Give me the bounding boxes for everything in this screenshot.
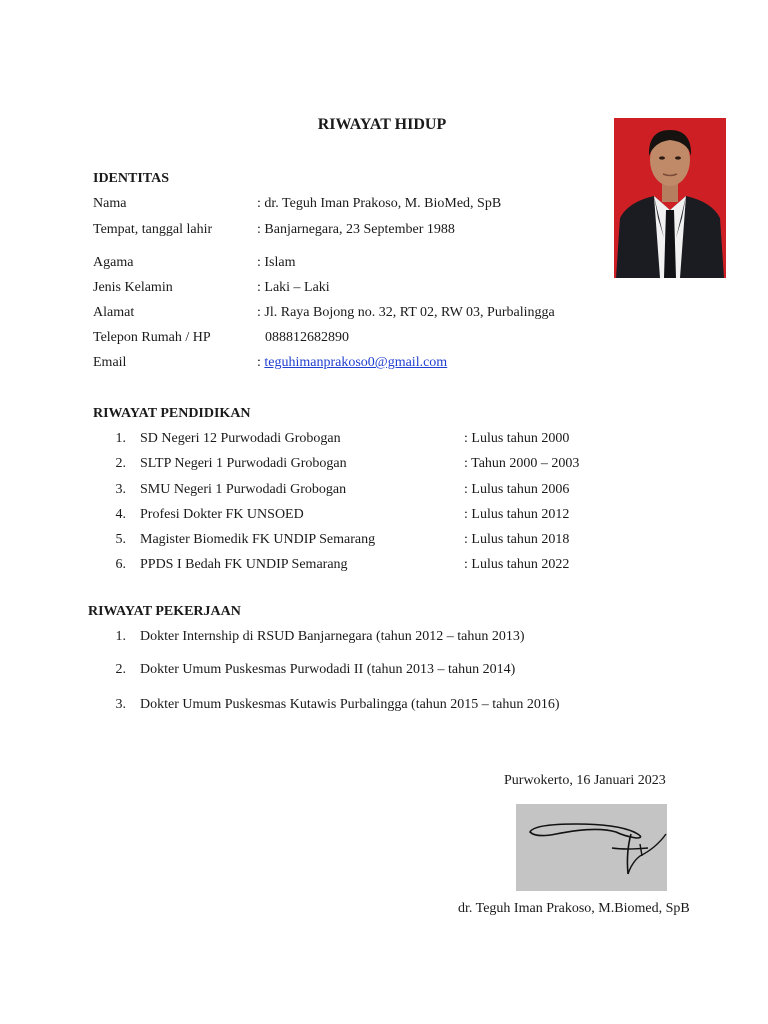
pekerjaan-heading: RIWAYAT PEKERJAAN	[88, 604, 241, 619]
identitas-label: Telepon Rumah / HP	[93, 330, 211, 345]
identitas-label: Tempat, tanggal lahir	[93, 222, 213, 237]
email-prefix: :	[257, 355, 265, 370]
identitas-label: Nama	[93, 196, 127, 211]
list-number: 3.	[115, 697, 126, 712]
list-number: 2.	[115, 456, 126, 471]
education-year: : Lulus tahun 2018	[464, 532, 570, 547]
education-name: Magister Biomedik FK UNDIP Semarang	[140, 532, 376, 547]
education-year: : Lulus tahun 2022	[464, 557, 570, 572]
identitas-label: Agama	[93, 255, 134, 270]
education-name: SLTP Negeri 1 Purwodadi Grobogan	[140, 456, 347, 471]
signatory-name: dr. Teguh Iman Prakoso, M.Biomed, SpB	[458, 901, 690, 916]
list-number: 2.	[115, 662, 126, 677]
identitas-heading: IDENTITAS	[93, 171, 169, 186]
email-link[interactable]: teguhimanprakoso0@gmail.com	[264, 355, 448, 370]
phone-value: 088812682890	[265, 330, 349, 345]
job-item: Dokter Internship di RSUD Banjarnegara (tahun 2012 – tahun 2013)	[140, 629, 525, 644]
identitas-label: Alamat	[93, 305, 135, 320]
identitas-value: : Banjarnegara, 23 September 1988	[257, 222, 455, 237]
education-year: : Lulus tahun 2006	[464, 482, 570, 497]
education-year: : Tahun 2000 – 2003	[464, 456, 580, 471]
place-date: Purwokerto, 16 Januari 2023	[504, 773, 666, 788]
job-item: Dokter Umum Puskesmas Kutawis Purbalingga (tahun 2015 – tahun 2016)	[140, 697, 560, 712]
profile-photo	[614, 118, 726, 278]
education-name: PPDS I Bedah FK UNDIP Semarang	[140, 557, 348, 572]
signature-image	[516, 804, 667, 891]
education-name: Profesi Dokter FK UNSOED	[140, 507, 304, 522]
education-year: : Lulus tahun 2012	[464, 507, 570, 522]
job-item: Dokter Umum Puskesmas Purwodadi II (tahun 2013 – tahun 2014)	[140, 662, 516, 677]
identitas-value: : Islam	[257, 255, 296, 270]
document-title: RIWAYAT HIDUP	[317, 116, 447, 133]
pendidikan-heading: RIWAYAT PENDIDIKAN	[93, 406, 251, 421]
list-number: 3.	[115, 482, 126, 497]
identitas-label: Jenis Kelamin	[93, 280, 173, 295]
list-number: 1.	[115, 629, 126, 644]
education-year: : Lulus tahun 2000	[464, 431, 570, 446]
identitas-value: : Laki – Laki	[257, 280, 330, 295]
education-name: SMU Negeri 1 Purwodadi Grobogan	[140, 482, 347, 497]
list-number: 6.	[115, 557, 126, 572]
identitas-value: : Jl. Raya Bojong no. 32, RT 02, RW 03, Purbalingga	[257, 305, 555, 320]
identitas-label: Email	[93, 355, 127, 370]
list-number: 1.	[115, 431, 126, 446]
email-value	[257, 355, 447, 371]
identitas-value: : dr. Teguh Iman Prakoso, M. BioMed, SpB	[257, 196, 502, 211]
list-number: 5.	[115, 532, 126, 547]
education-name: SD Negeri 12 Purwodadi Grobogan	[140, 431, 341, 446]
list-number: 4.	[115, 507, 126, 522]
